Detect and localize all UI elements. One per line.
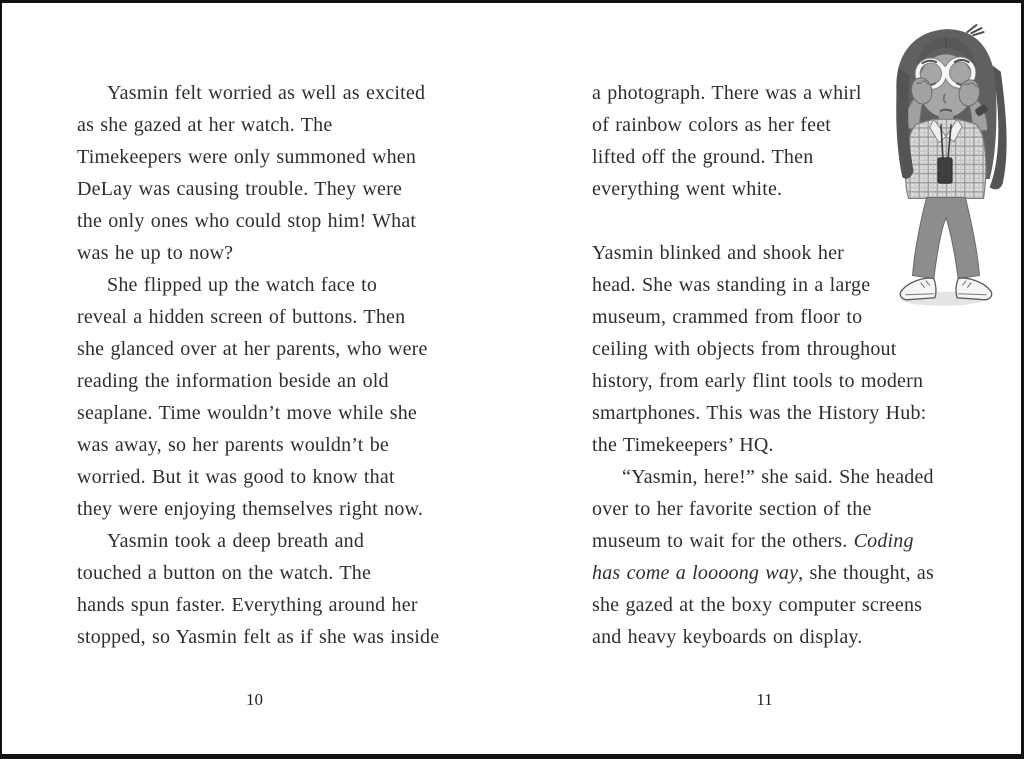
text-run: , she thought, as [798,562,934,584]
text-line: ceiling with objects from throughout [592,338,897,360]
pants [913,197,980,278]
text-line: Yasmin took a deep breath and [107,530,365,552]
page-number-right: 11 [756,690,773,709]
right-sneaker [956,278,992,300]
text-line: she gazed at the boxy computer screens [592,594,923,616]
text-line: the only ones who could stop him! What [77,210,417,232]
text-line: history, from early flint tools to modern [592,370,924,392]
text-line: and heavy keyboards on display. [592,626,863,648]
italic-text-run: Coding [853,530,914,552]
text-line: touched a button on the watch. The [77,562,372,584]
text-run: museum to wait for the others. [592,530,854,552]
left-page-text [77,77,477,653]
yasmin-illustration [878,23,1014,315]
text-line: lifted off the ground. Then [592,146,814,168]
text-line: the Timekeepers’ HQ. [592,434,774,456]
text-line: seaplane. Time wouldn’t move while she [77,402,417,424]
text-line: head. She was standing in a large [592,274,871,296]
badge [938,158,952,183]
text-line: hands spun faster. Everything around her [77,594,418,616]
text-line: Yasmin blinked and shook her [592,242,845,264]
page-number-left: 10 [246,690,263,709]
text-line: “Yasmin, here!” she said. She headed [622,466,934,488]
text-line: she glanced over at her parents, who were [77,338,428,360]
text-line: was away, so her parents wouldn’t be [77,434,390,456]
text-line: over to her favorite section of the [592,498,872,520]
text-line: She flipped up the watch face to [107,274,378,296]
text-line: a photograph. There was a whirl [592,82,862,104]
text-line: worried. But it was good to know that [77,466,395,488]
text-line: DeLay was causing trouble. They were [77,178,403,200]
left-sneaker [900,278,936,300]
text-line: was he up to now? [77,242,234,264]
text-line: reveal a hidden screen of buttons. Then [77,306,406,328]
text-line: Timekeepers were only summoned when [77,146,417,168]
text-line: everything went white. [592,178,783,200]
text-line: museum, crammed from floor to [592,306,863,328]
text-line: stopped, so Yasmin felt as if she was inside [77,626,440,648]
text-line: reading the information beside an old [77,370,389,392]
text-line [592,557,942,589]
text-line: smartphones. This was the History Hub: [592,402,927,424]
text-line: Yasmin felt worried as well as excited [107,82,426,104]
italic-text-run: has come a loooong way [592,562,799,584]
text-line: as she gazed at her watch. The [77,114,333,136]
text-line: of rainbow colors as her feet [592,114,832,136]
text-line: they were enjoying themselves right now. [77,498,424,520]
text-line [592,525,942,557]
